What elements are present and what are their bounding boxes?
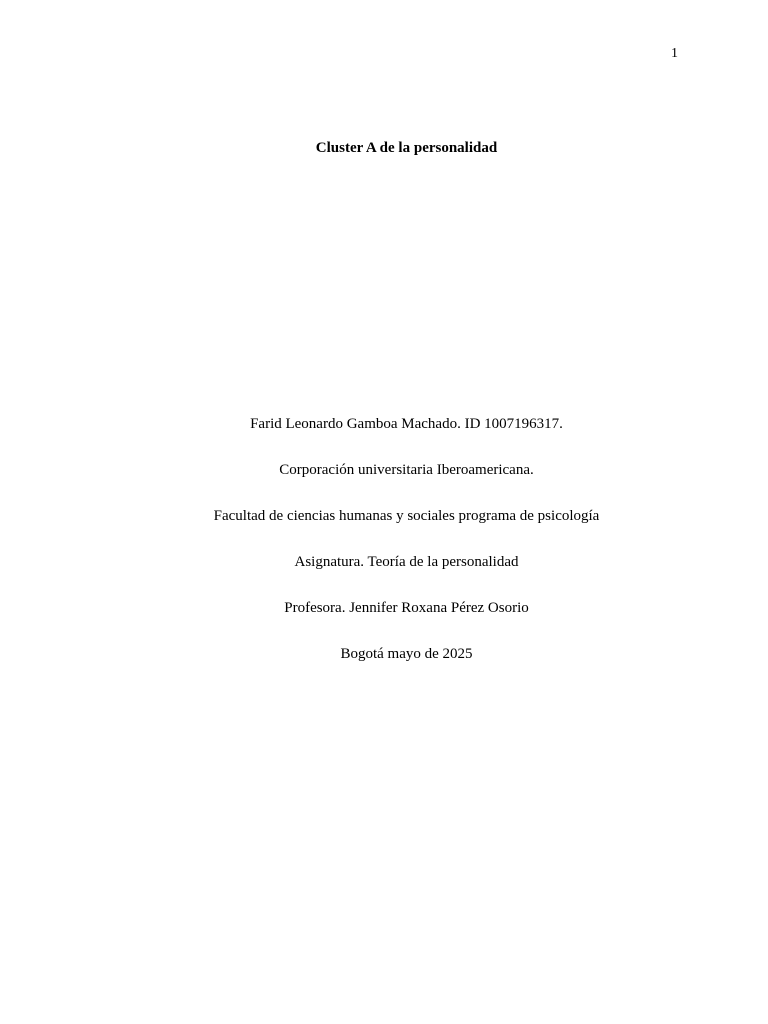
institution-line: Corporación universitaria Iberoamericana. [279,462,534,478]
title-page-details [0,415,768,691]
document-title: Cluster A de la personalidad [315,140,498,156]
place-date-line: Bogotá mayo de 2025 [340,646,473,662]
professor-line: Profesora. Jennifer Roxana Pérez Osorio [284,600,529,616]
course-line: Asignatura. Teoría de la personalidad [294,554,519,570]
page-number: 1 [671,46,678,61]
faculty-line: Facultad de ciencias humanas y sociales programa de psicología [213,508,600,524]
author-line: Farid Leonardo Gamboa Machado. ID 1007196317. [250,416,563,432]
